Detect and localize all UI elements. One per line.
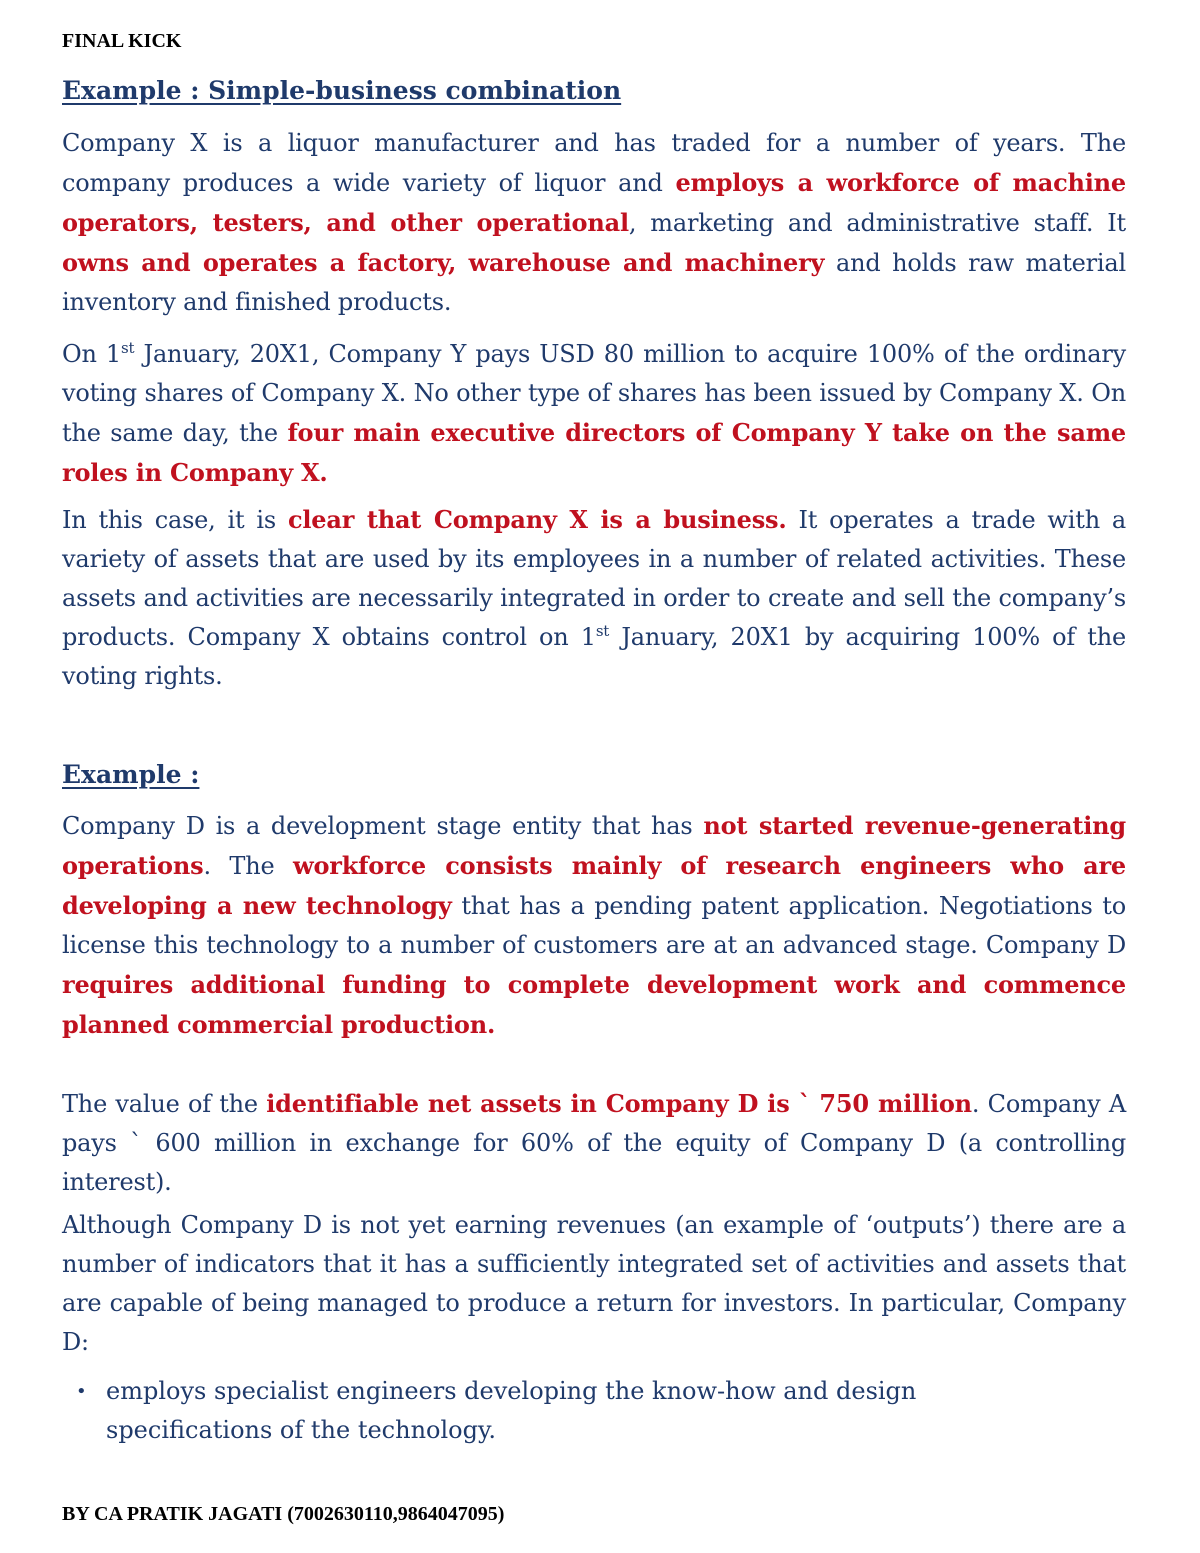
highlight-run: owns and operates a factory, warehouse and machinery [62,248,825,277]
text-run: The value of the [62,1090,267,1118]
highlight-run: workforce consists mainly of research engineers who are developing a new technology [62,851,1126,920]
text-run: It operates a trade with a variety of assets that are used by its employees in a number of related activities. These assets and activities are necessarily integrated in order to create and sell the company’s products. Company X obtains control on 1 [62,506,1126,651]
text-run: January, 20X1 by acquiring 100% of the voting rights. [62,623,1126,690]
example2-paragraph-2 [62,1084,1126,1202]
page-footer: BY CA PRATIK JAGATI (7002630110,9864047095) [62,1503,505,1525]
bullet-marker: • [76,1381,87,1402]
example2-heading: Example : [62,760,200,789]
example1-heading: Example : Simple-business combination [62,76,622,105]
text-run: On 1 [62,340,121,368]
highlight-run: requires additional funding to complete development work and commence planned commercial production. [62,970,1126,1039]
example2-paragraph-3 [62,1206,1126,1362]
example2-paragraph-1 [62,806,1126,1045]
text-run: and holds raw material inventory and finished products. [62,249,1126,316]
example1-paragraph-3 [62,500,1126,696]
text-run: January, 20X1, Company Y pays USD 80 million to acquire 100% of the ordinary voting shares of Company X. No other type of shares has been issued by Company X. On the same day, the [62,340,1127,447]
highlight-run: not started revenue-generating operations [62,811,1126,880]
text-run: , marketing and administrative staff. It [628,209,1126,237]
text-run: . The [203,852,293,880]
ordinal-suffix: st [121,339,135,357]
text-run: Although Company D is not yet earning revenues (an example of ‘outputs’) there are a number of indicators that it has a sufficiently integrated set of activities and assets that are capable of being managed to produce a return for investors. In particular, Company D: [62,1211,1126,1356]
highlight-run: clear that Company X is a business. [287,505,787,534]
highlight-run: identifiable net assets in Company D is ` 750 million [266,1089,972,1118]
list-item-text: employs specialist engineers developing the know-how and design specifications of the technology. [106,1377,917,1444]
text-run: . Company A pays ` 600 million in exchange for 60% of the equity of Company D (a controlling interest). [62,1090,1127,1196]
text-run: that has a pending patent application. Negotiations to license this technology to a number of customers are at an advanced stage. Company D [62,892,1126,959]
highlight-run: four main executive directors of Company Y take on the same roles in Company X. [62,418,1126,487]
page-header: FINAL KICK [62,30,182,52]
ordinal-suffix: st [595,622,610,640]
text-run: Company X is a liquor manufacturer and has traded for a number of years. The company produces a wide variety of liquor and [62,129,1126,197]
text-run: In this case, it is [62,506,288,534]
example1-paragraph-2 [62,335,1126,493]
text-run: Company D is a development stage entity that has [62,812,704,840]
example1-paragraph-1 [62,124,1126,322]
highlight-run: employs a workforce of machine operators, testers, and other operational [62,168,1126,237]
